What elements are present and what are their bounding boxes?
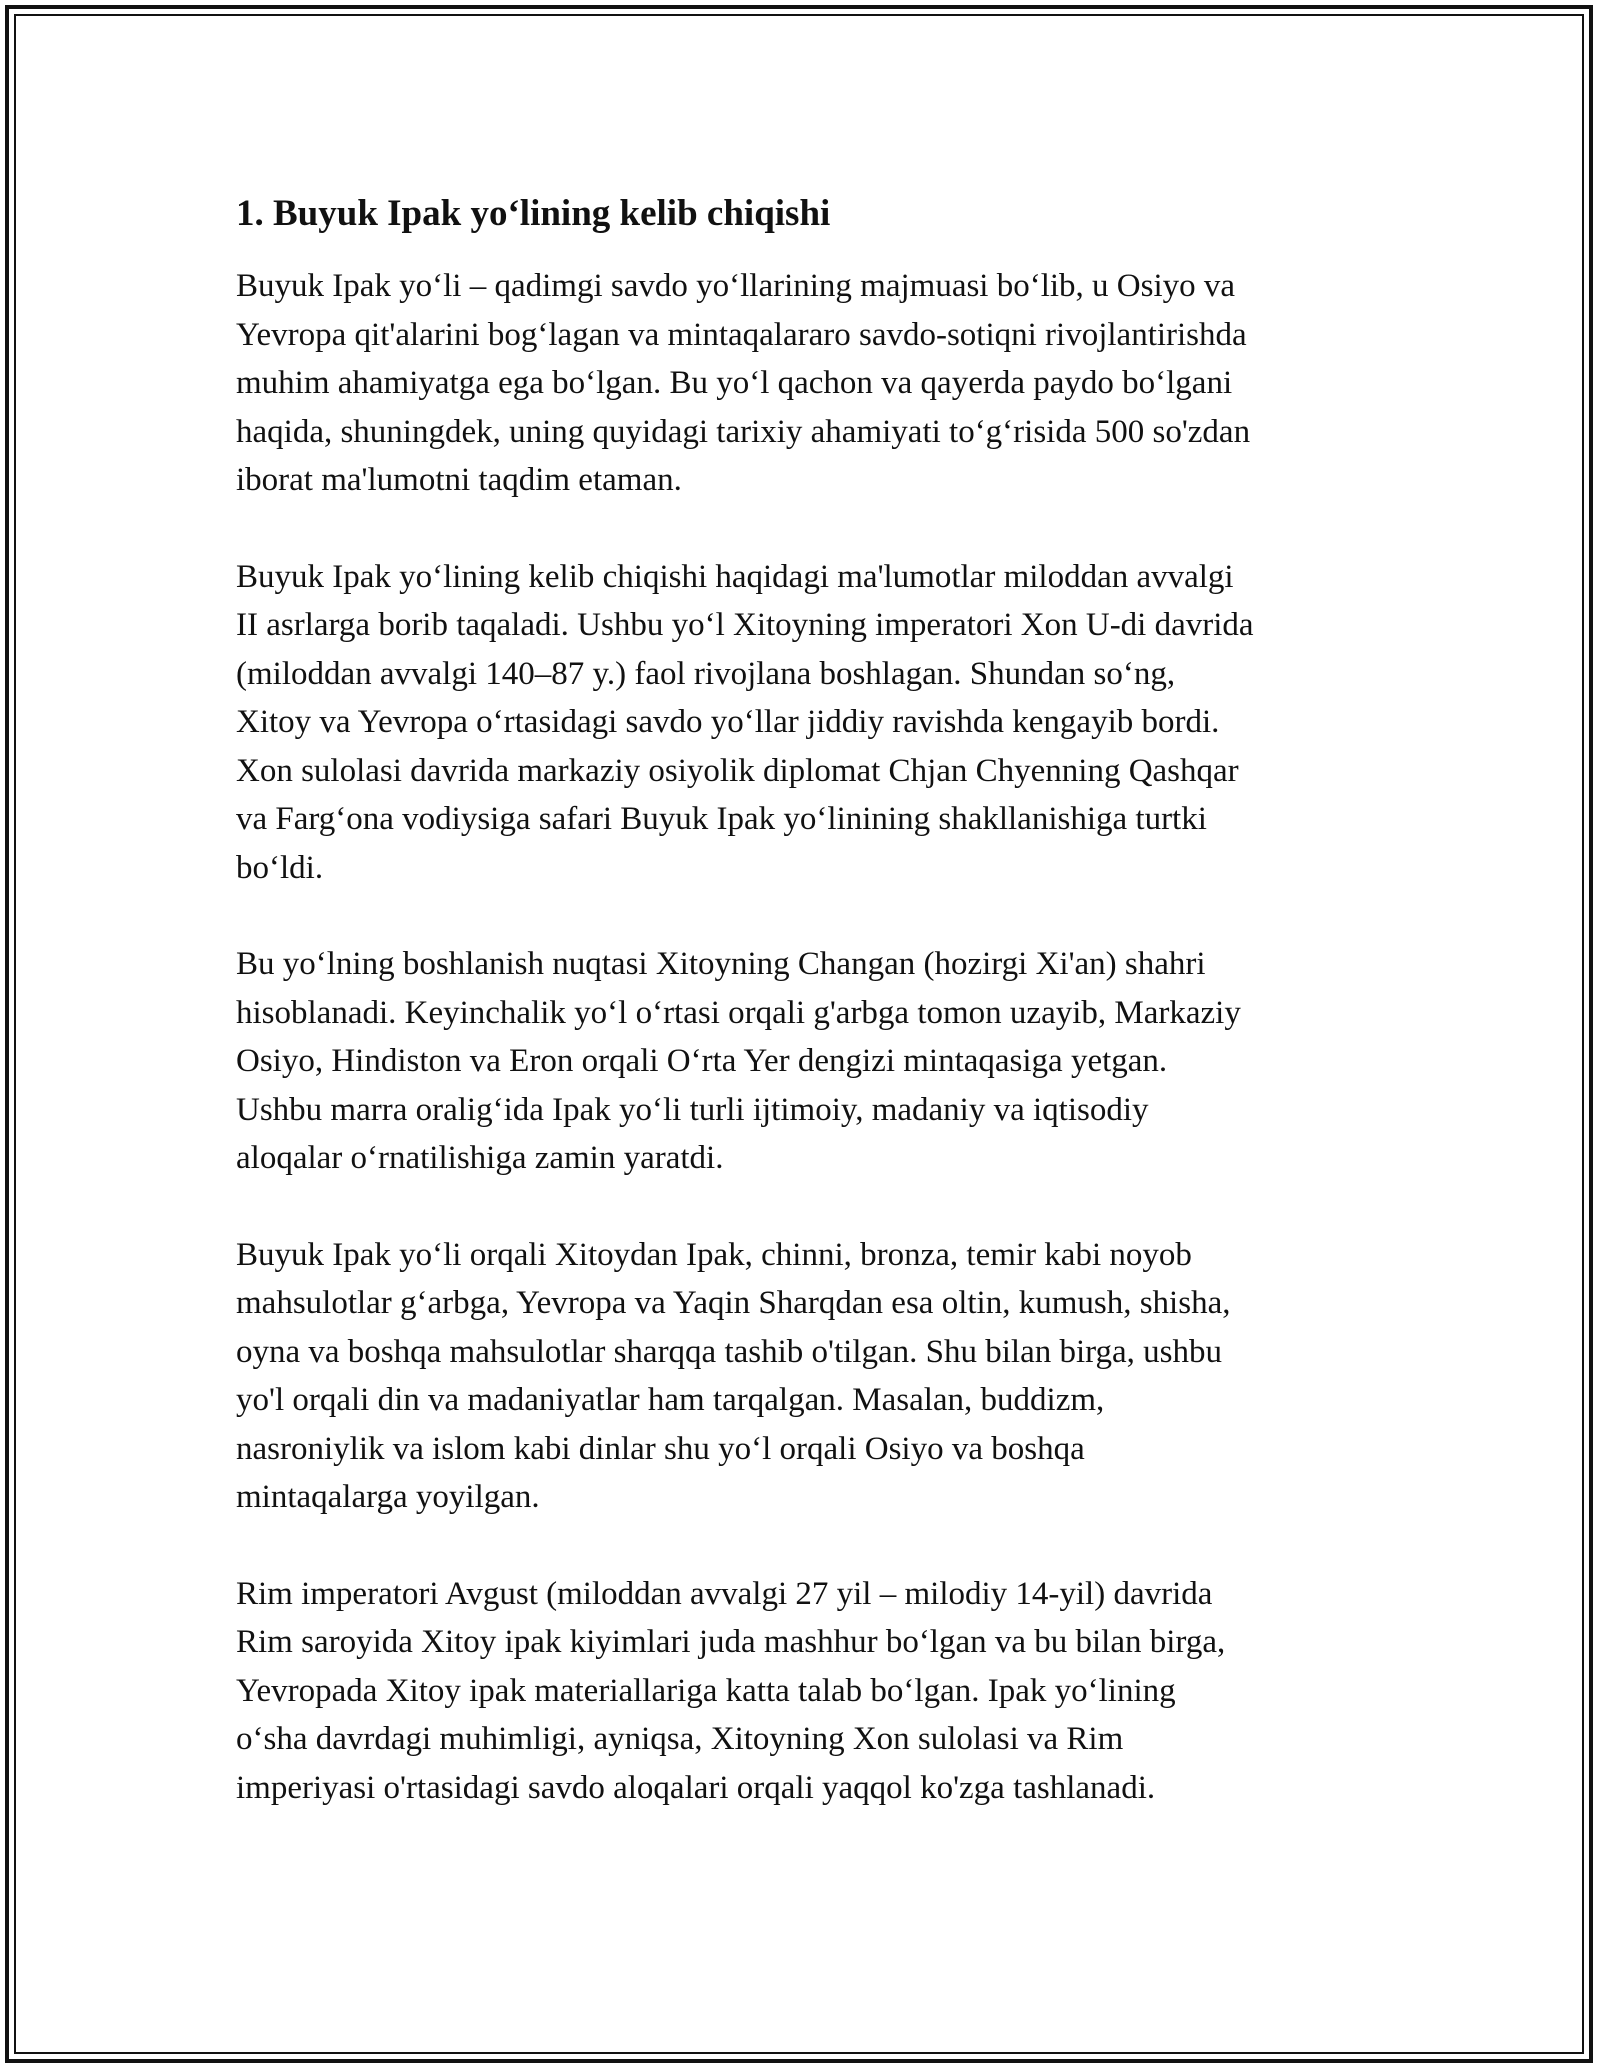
document-body	[236, 186, 1376, 1860]
paragraph-1: Buyuk Ipak yo‘li – qadimgi savdo yo‘llarining majmuasi bo‘lib, u Osiyo va Yevropa qit'alarini bog‘lagan va mintaqalararo savdo-sotiqni rivojlantirishda muhim ahamiyatga ega bo‘lgan. Bu yo‘l qachon va qayerda paydo bo‘lgani haqida, shuningdek, uning quyidagi tarixiy ahamiyati to‘g‘risida 500 so'zdan iborat ma'lumotni taqdim etaman.	[236, 268, 1251, 498]
paragraph-3: Bu yo‘lning boshlanish nuqtasi Xitoyning Changan (hozirgi Xi'an) shahri hisoblanadi. Keyinchalik yo‘l o‘rtasi orqali g'arbga tomon uzayib, Markaziy Osiyo, Hindiston va Eron orqali O‘rta Yer dengizi mintaqasiga yetgan. Ushbu marra oralig‘ida Ipak yo‘li turli ijtimoiy, madaniy va iqtisodiy aloqalar o‘rnatilishiga zamin yaratdi.	[236, 946, 1241, 1176]
document-heading: 1. Buyuk Ipak yo‘lining kelib chiqishi	[236, 193, 831, 234]
paragraph-2: Buyuk Ipak yo‘lining kelib chiqishi haqidagi ma'lumotlar miloddan avvalgi II asrlarga borib taqaladi. Ushbu yo‘l Xitoyning imperatori Xon U-di davrida (miloddan avvalgi 140–87 y.) faol rivojlana boshlagan. Shundan so‘ng, Xitoy va Yevropa o‘rtasidagi savdo yo‘llar jiddiy ravishda kengayib bordi. Xon sulolasi davrida markaziy osiyolik diplomat Chjan Chyenning Qashqar va Farg‘ona vodiysiga safari Buyuk Ipak yo‘linining shakllanishiga turtki bo‘ldi.	[236, 558, 1254, 886]
paragraph-5: Rim imperatori Avgust (miloddan avvalgi 27 yil – milodiy 14-yil) davrida Rim saroyida Xitoy ipak kiyimlari juda mashhur bo‘lgan va bu bilan birga, Yevropada Xitoy ipak materiallariga katta talab bo‘lgan. Ipak yo‘lining o‘sha davrdagi muhimligi, ayniqsa, Xitoyning Xon sulolasi va Rim imperiyasi o'rtasidagi savdo aloqalari orqali yaqqol ko'zga tashlanadi.	[236, 1575, 1226, 1806]
paragraph-4: Buyuk Ipak yo‘li orqali Xitoydan Ipak, chinni, bronza, temir kabi noyob mahsulotlar g‘arbga, Yevropa va Yaqin Sharqdan esa oltin, kumush, shisha, oyna va boshqa mahsulotlar sharqqa tashib o'tilgan. Shu bilan birga, ushbu yo'l orqali din va madaniyatlar ham tarqalgan. Masalan, buddizm, nasroniylik va islom kabi dinlar shu yo‘l orqali Osiyo va boshqa mintaqalarga yoyilgan.	[236, 1236, 1231, 1515]
